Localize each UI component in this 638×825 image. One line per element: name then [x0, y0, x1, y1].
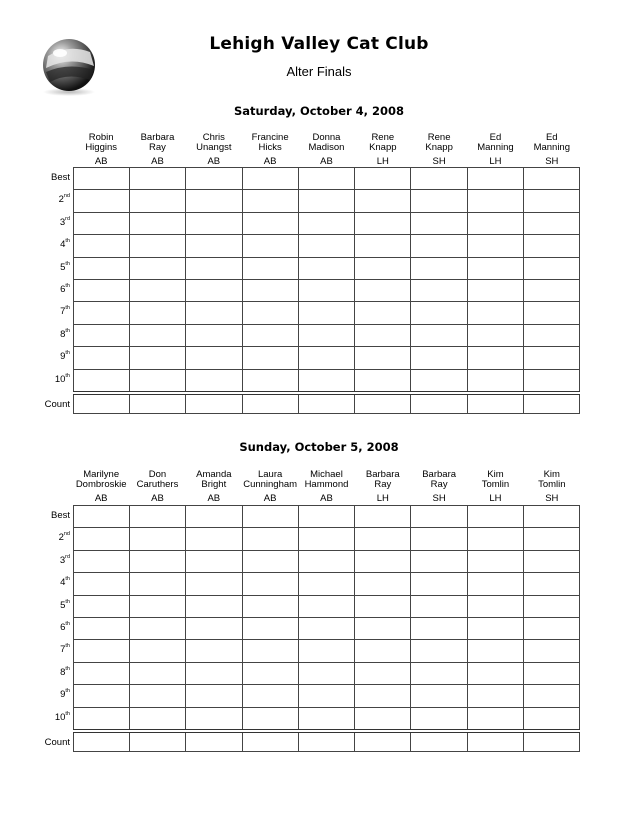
score-cell[interactable] [242, 212, 298, 234]
score-cell[interactable] [523, 707, 579, 731]
score-cell[interactable] [467, 324, 523, 346]
table-row [74, 257, 580, 279]
score-cell[interactable] [411, 731, 467, 752]
score-cell[interactable] [130, 640, 186, 662]
score-cell[interactable] [411, 707, 467, 731]
judge-column: Kim Tomlin LH [481, 469, 510, 504]
score-cell[interactable] [411, 506, 467, 528]
score-cell[interactable] [355, 279, 411, 301]
score-cell[interactable] [130, 573, 186, 595]
score-cell[interactable] [355, 731, 411, 752]
score-cell[interactable] [355, 685, 411, 707]
score-cell[interactable] [355, 212, 411, 234]
score-cell[interactable] [74, 528, 130, 550]
score-cell[interactable] [523, 279, 579, 301]
score-cell[interactable] [523, 347, 579, 369]
score-cell[interactable] [130, 369, 186, 393]
score-cell[interactable] [355, 168, 411, 190]
table-row [74, 685, 580, 707]
score-cell[interactable] [74, 257, 130, 279]
judge-header-row [73, 133, 580, 167]
score-cell[interactable] [130, 506, 186, 528]
score-cell[interactable] [467, 685, 523, 707]
score-cell[interactable] [74, 347, 130, 369]
score-cell[interactable] [74, 550, 130, 572]
score-cell[interactable] [186, 324, 242, 346]
score-cell[interactable] [355, 369, 411, 393]
score-cell[interactable] [411, 190, 467, 212]
table-row [74, 369, 580, 393]
score-cell[interactable] [411, 528, 467, 550]
score-cell[interactable] [411, 640, 467, 662]
score-cell[interactable] [411, 257, 467, 279]
row-label: 5th [60, 260, 70, 273]
score-cell[interactable] [74, 707, 130, 731]
score-cell[interactable] [74, 324, 130, 346]
results-grid [73, 505, 580, 752]
row-label: 4th [60, 576, 70, 589]
score-cell[interactable] [242, 324, 298, 346]
row-label: 9th [60, 350, 70, 363]
score-cell[interactable] [242, 707, 298, 731]
row-label: 9th [60, 688, 70, 701]
score-cell[interactable] [186, 662, 242, 684]
score-cell[interactable] [74, 190, 130, 212]
score-cell[interactable] [411, 324, 467, 346]
table-row [74, 212, 580, 234]
judge-column: Ed Manning SH [533, 132, 571, 167]
score-cell[interactable] [186, 369, 242, 393]
score-cell[interactable] [298, 528, 354, 550]
score-cell[interactable] [523, 662, 579, 684]
score-cell[interactable] [242, 595, 298, 617]
judge-column: Laura Cunningham AB [243, 469, 298, 504]
score-cell[interactable] [186, 347, 242, 369]
score-cell[interactable] [74, 617, 130, 639]
score-cell[interactable] [186, 550, 242, 572]
score-cell[interactable] [242, 302, 298, 324]
score-cell[interactable] [355, 257, 411, 279]
score-cell[interactable] [186, 685, 242, 707]
score-cell[interactable] [355, 324, 411, 346]
section-title: Sunday, October 5, 2008 [239, 440, 399, 454]
score-cell[interactable] [130, 595, 186, 617]
score-cell[interactable] [186, 707, 242, 731]
score-cell[interactable] [523, 369, 579, 393]
score-cell[interactable] [355, 640, 411, 662]
table-row [74, 640, 580, 662]
score-cell[interactable] [298, 662, 354, 684]
row-label: 5th [60, 598, 70, 611]
score-cell[interactable] [74, 662, 130, 684]
score-cell[interactable] [355, 235, 411, 257]
score-cell[interactable] [411, 393, 467, 414]
score-cell[interactable] [467, 662, 523, 684]
score-cell[interactable] [130, 662, 186, 684]
table-row [74, 707, 580, 731]
score-cell[interactable] [74, 302, 130, 324]
table-row [74, 190, 580, 212]
score-cell[interactable] [411, 662, 467, 684]
row-label: 8th [60, 327, 70, 340]
score-cell[interactable] [74, 168, 130, 190]
score-cell[interactable] [242, 347, 298, 369]
table-row [74, 528, 580, 550]
score-cell[interactable] [355, 393, 411, 414]
row-label: 2nd [58, 531, 70, 544]
score-cell[interactable] [130, 731, 186, 752]
judge-column: Donna Madison AB [308, 132, 345, 167]
judge-column: Chris Unangst AB [196, 132, 232, 167]
score-cell[interactable] [242, 257, 298, 279]
score-cell[interactable] [130, 235, 186, 257]
score-cell[interactable] [411, 235, 467, 257]
score-cell[interactable] [523, 617, 579, 639]
score-cell[interactable] [74, 393, 130, 414]
score-cell[interactable] [186, 393, 242, 414]
table-row [74, 324, 580, 346]
score-cell[interactable] [242, 168, 298, 190]
table-row [74, 573, 580, 595]
score-cell[interactable] [467, 168, 523, 190]
score-cell[interactable] [186, 506, 242, 528]
club-title: Lehigh Valley Cat Club [209, 34, 429, 54]
page-subtitle: Alter Finals [286, 64, 352, 79]
score-cell[interactable] [467, 279, 523, 301]
score-cell[interactable] [467, 640, 523, 662]
score-cell[interactable] [186, 235, 242, 257]
score-cell[interactable] [74, 573, 130, 595]
score-cell[interactable] [298, 550, 354, 572]
row-label: 8th [60, 665, 70, 678]
score-cell[interactable] [74, 595, 130, 617]
score-cell[interactable] [467, 347, 523, 369]
score-cell[interactable] [411, 369, 467, 393]
table-row [74, 235, 580, 257]
score-cell[interactable] [355, 617, 411, 639]
score-cell[interactable] [411, 617, 467, 639]
judge-column: Barbara Ray SH [422, 469, 457, 504]
score-cell[interactable] [467, 573, 523, 595]
score-cell[interactable] [467, 393, 523, 414]
score-cell[interactable] [523, 257, 579, 279]
row-label: 7th [60, 643, 70, 656]
judge-column: Robin Higgins AB [85, 132, 117, 167]
score-cell[interactable] [298, 324, 354, 346]
judge-column: Francine Hicks AB [251, 132, 289, 167]
score-cell[interactable] [186, 212, 242, 234]
score-cell[interactable] [186, 573, 242, 595]
score-cell[interactable] [523, 640, 579, 662]
row-label: Best [50, 172, 70, 183]
judge-column: Amanda Bright AB [196, 469, 232, 504]
score-cell[interactable] [467, 707, 523, 731]
score-cell[interactable] [186, 190, 242, 212]
table-row [74, 617, 580, 639]
score-cell[interactable] [523, 212, 579, 234]
judge-column: Kim Tomlin SH [538, 469, 566, 504]
score-cell[interactable] [467, 550, 523, 572]
results-grid [73, 167, 580, 414]
score-cell[interactable] [186, 279, 242, 301]
row-label: 6th [60, 621, 70, 633]
score-cell[interactable] [355, 550, 411, 572]
score-cell[interactable] [411, 279, 467, 301]
score-cell[interactable] [242, 573, 298, 595]
score-cell[interactable] [355, 190, 411, 212]
score-cell[interactable] [411, 168, 467, 190]
score-cell[interactable] [74, 506, 130, 528]
score-cell[interactable] [411, 347, 467, 369]
score-cell[interactable] [242, 617, 298, 639]
score-cell[interactable] [523, 393, 579, 414]
score-cell[interactable] [523, 595, 579, 617]
score-cell[interactable] [523, 731, 579, 752]
score-cell[interactable] [74, 235, 130, 257]
score-cell[interactable] [523, 190, 579, 212]
score-cell[interactable] [355, 302, 411, 324]
score-cell[interactable] [186, 168, 242, 190]
score-cell[interactable] [130, 617, 186, 639]
row-label: 3rd [59, 553, 70, 566]
score-cell[interactable] [523, 573, 579, 595]
score-cell[interactable] [411, 595, 467, 617]
score-cell[interactable] [467, 506, 523, 528]
score-cell[interactable] [130, 324, 186, 346]
score-cell[interactable] [298, 347, 354, 369]
score-cell[interactable] [130, 279, 186, 301]
score-cell[interactable] [130, 347, 186, 369]
judge-column: Ed Manning LH [477, 132, 514, 167]
score-cell[interactable] [242, 685, 298, 707]
table-row [74, 595, 580, 617]
score-cell[interactable] [355, 528, 411, 550]
score-cell[interactable] [467, 731, 523, 752]
table-row [74, 168, 580, 190]
score-cell[interactable] [523, 528, 579, 550]
score-cell[interactable] [411, 302, 467, 324]
row-label: Best [50, 510, 70, 521]
score-cell[interactable] [74, 279, 130, 301]
score-cell[interactable] [298, 279, 354, 301]
score-cell[interactable] [242, 550, 298, 572]
judge-column: Michael Hammond AB [304, 469, 349, 504]
row-label: 2nd [58, 193, 70, 206]
score-cell[interactable] [186, 595, 242, 617]
score-cell[interactable] [298, 393, 354, 414]
score-cell[interactable] [467, 190, 523, 212]
table-row [74, 393, 580, 414]
score-cell[interactable] [242, 235, 298, 257]
score-cell[interactable] [130, 550, 186, 572]
score-cell[interactable] [130, 190, 186, 212]
table-row [74, 550, 580, 572]
score-cell[interactable] [298, 235, 354, 257]
score-cell[interactable] [411, 212, 467, 234]
score-cell[interactable] [298, 506, 354, 528]
score-cell[interactable] [242, 506, 298, 528]
score-cell[interactable] [355, 347, 411, 369]
row-label: 7th [60, 305, 70, 318]
score-cell[interactable] [74, 731, 130, 752]
score-cell[interactable] [355, 662, 411, 684]
score-cell[interactable] [298, 168, 354, 190]
judge-column: Rene Knapp SH [425, 132, 453, 167]
table-row [74, 662, 580, 684]
score-cell[interactable] [242, 640, 298, 662]
score-cell[interactable] [242, 731, 298, 752]
row-label: Count [44, 399, 70, 410]
score-cell[interactable] [242, 279, 298, 301]
score-cell[interactable] [298, 595, 354, 617]
score-cell[interactable] [186, 731, 242, 752]
row-label: 10th [54, 710, 70, 723]
score-cell[interactable] [467, 235, 523, 257]
score-cell[interactable] [186, 528, 242, 550]
score-cell[interactable] [130, 393, 186, 414]
score-cell[interactable] [355, 506, 411, 528]
score-cell[interactable] [242, 190, 298, 212]
judge-column: Rene Knapp LH [369, 132, 397, 167]
score-cell[interactable] [523, 550, 579, 572]
row-label: Count [44, 737, 70, 748]
score-cell[interactable] [298, 302, 354, 324]
score-cell[interactable] [242, 393, 298, 414]
table-row [74, 279, 580, 301]
score-cell[interactable] [130, 302, 186, 324]
judge-column: Marilyne Dombroskie AB [75, 469, 127, 504]
score-cell[interactable] [467, 369, 523, 393]
score-cell[interactable] [355, 573, 411, 595]
judge-column: Don Caruthers AB [136, 469, 179, 504]
score-cell[interactable] [242, 528, 298, 550]
score-cell[interactable] [74, 640, 130, 662]
score-cell[interactable] [130, 685, 186, 707]
judge-column: Barbara Ray LH [365, 469, 400, 504]
score-cell[interactable] [242, 369, 298, 393]
score-cell[interactable] [74, 212, 130, 234]
score-cell[interactable] [186, 617, 242, 639]
table-row [74, 347, 580, 369]
score-cell[interactable] [186, 302, 242, 324]
score-cell[interactable] [186, 640, 242, 662]
score-cell[interactable] [242, 662, 298, 684]
score-cell[interactable] [298, 573, 354, 595]
score-cell[interactable] [74, 369, 130, 393]
score-cell[interactable] [467, 257, 523, 279]
score-cell[interactable] [411, 573, 467, 595]
judge-header-row [73, 470, 580, 504]
score-cell[interactable] [186, 257, 242, 279]
score-cell[interactable] [298, 707, 354, 731]
score-cell[interactable] [298, 257, 354, 279]
row-label: 6th [60, 283, 70, 295]
score-cell[interactable] [523, 506, 579, 528]
table-row [74, 302, 580, 324]
row-label: 3rd [59, 215, 70, 228]
score-cell[interactable] [523, 302, 579, 324]
judge-column: Barbara Ray AB [140, 132, 175, 167]
score-cell[interactable] [130, 528, 186, 550]
score-cell[interactable] [355, 595, 411, 617]
score-cell[interactable] [298, 212, 354, 234]
score-cell[interactable] [355, 707, 411, 731]
score-cell[interactable] [467, 617, 523, 639]
score-cell[interactable] [411, 685, 467, 707]
score-cell[interactable] [411, 550, 467, 572]
score-cell[interactable] [467, 595, 523, 617]
score-cell[interactable] [130, 212, 186, 234]
score-cell[interactable] [130, 168, 186, 190]
score-cell[interactable] [130, 257, 186, 279]
score-cell[interactable] [467, 302, 523, 324]
row-label: 4th [60, 238, 70, 251]
section-title: Saturday, October 4, 2008 [233, 104, 405, 118]
table-row [74, 731, 580, 752]
row-label: 10th [54, 372, 70, 385]
table-row [74, 506, 580, 528]
score-cell[interactable] [523, 685, 579, 707]
score-cell[interactable] [298, 369, 354, 393]
score-cell[interactable] [467, 212, 523, 234]
score-cell[interactable] [130, 707, 186, 731]
score-cell[interactable] [523, 235, 579, 257]
score-cell[interactable] [74, 685, 130, 707]
score-cell[interactable] [298, 617, 354, 639]
score-cell[interactable] [523, 168, 579, 190]
score-cell[interactable] [298, 685, 354, 707]
score-cell[interactable] [298, 731, 354, 752]
score-cell[interactable] [298, 190, 354, 212]
score-cell[interactable] [467, 528, 523, 550]
score-cell[interactable] [523, 324, 579, 346]
score-cell[interactable] [298, 640, 354, 662]
